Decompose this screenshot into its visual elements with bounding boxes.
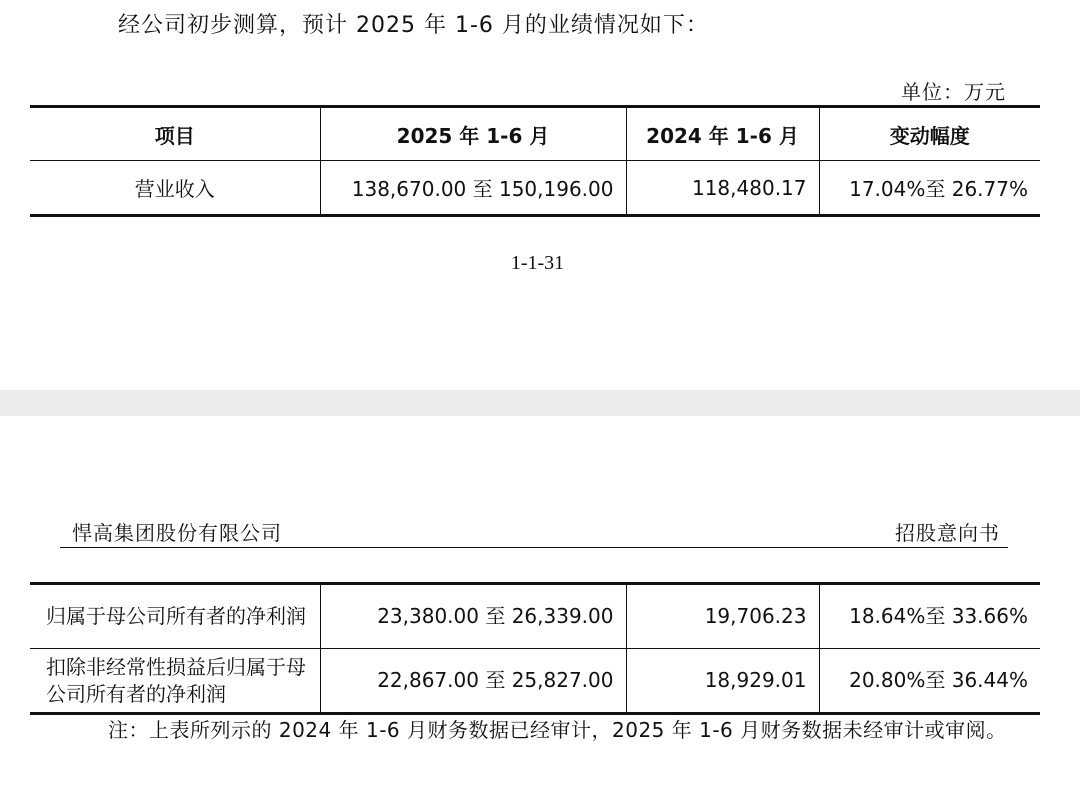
change-range: 17.04%至 26.77% (819, 161, 1040, 216)
value-2025: 22,867.00 至 25,827.00 (320, 649, 626, 714)
row-label: 扣除非经常性损益后归属于母公司所有者的净利润 (30, 649, 320, 714)
document-type: 招股意向书 (895, 521, 1000, 545)
table-note: 注：上表所列示的 2024 年 1-6 月财务数据已经审计，2025 年 1-6 月财务数据未经审计或审阅。 (108, 718, 1007, 742)
unit-label: 单位：万元 (901, 80, 1006, 104)
table-row (30, 161, 1040, 216)
company-name: 悍高集团股份有限公司 (72, 521, 282, 545)
header-2024: 2024 年 1-6 月 (626, 107, 819, 161)
value-2024: 118,480.17 (626, 161, 819, 216)
value-2024: 18,929.01 (626, 649, 819, 714)
row-label: 营业收入 (134, 177, 215, 201)
performance-table-top (30, 105, 1040, 217)
table-row (30, 649, 1040, 714)
value-2025: 138,670.00 至 150,196.00 (320, 161, 626, 216)
header-change: 变动幅度 (819, 107, 1040, 161)
table-header-row (30, 107, 1040, 161)
change-range: 20.80%至 36.44% (819, 649, 1040, 714)
table-row (30, 584, 1040, 649)
row-label: 归属于母公司所有者的净利润 (46, 604, 306, 628)
performance-table-continued (30, 582, 1040, 715)
value-2024: 19,706.23 (626, 584, 819, 649)
header-rule (60, 547, 1008, 548)
intro-paragraph: 经公司初步测算，预计 2025 年 1-6 月的业绩情况如下： (118, 13, 709, 38)
header-item: 项目 (30, 107, 320, 161)
header-2025: 2025 年 1-6 月 (320, 107, 626, 161)
page-break-gap (0, 390, 1080, 416)
value-2025: 23,380.00 至 26,339.00 (320, 584, 626, 649)
page-number: 1-1-31 (510, 252, 565, 274)
change-range: 18.64%至 33.66% (819, 584, 1040, 649)
